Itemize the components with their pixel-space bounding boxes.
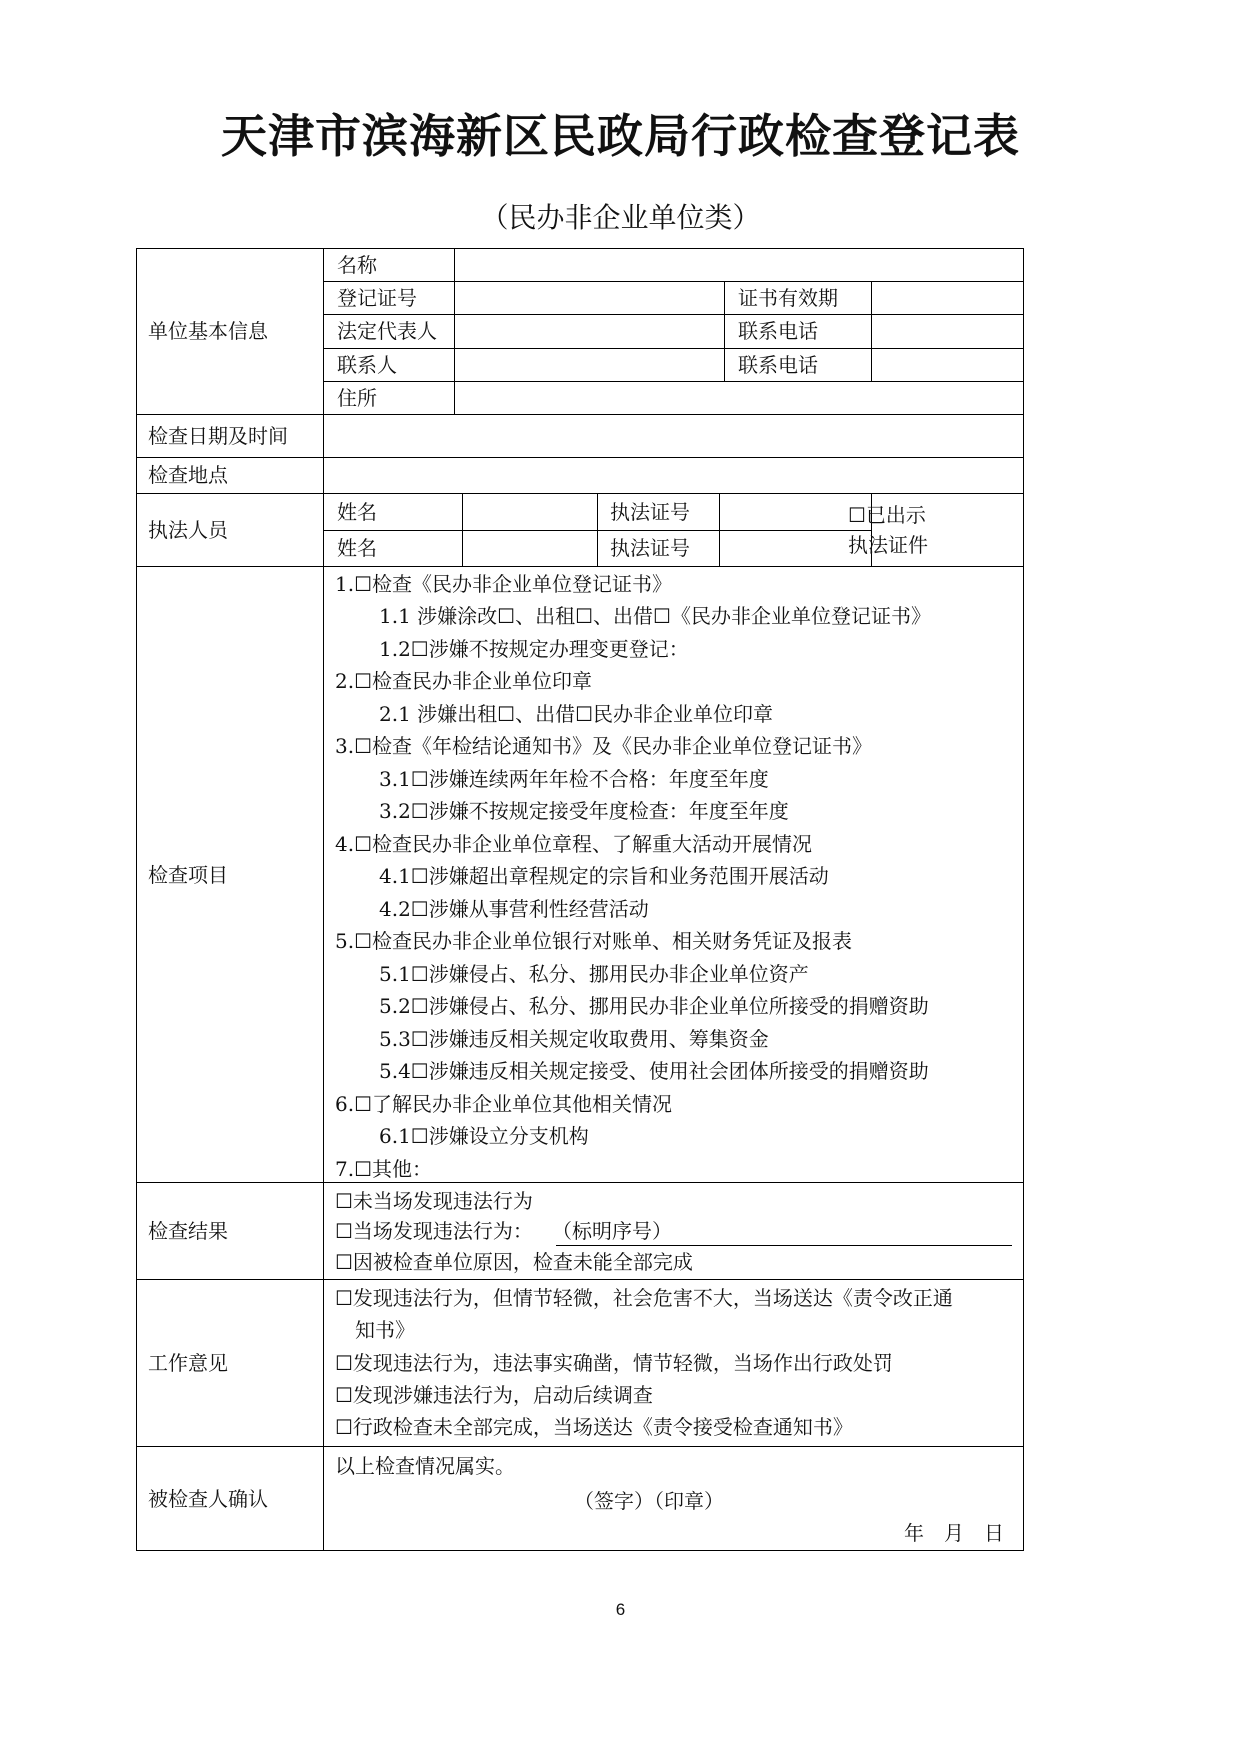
opinion-accept-inspection-notice[interactable]: ☐行政检查未全部完成，当场送达《责令接受检查通知书》 xyxy=(335,1415,853,1439)
inspection-form-table xyxy=(136,248,1024,1551)
item-line[interactable]: 1.☐检查《民办非企业单位登记证书》 xyxy=(335,572,673,596)
rule xyxy=(323,314,1024,315)
item-line[interactable]: 1.2☐涉嫌不按规定办理变更登记： xyxy=(379,637,689,661)
item-line[interactable]: 5.4☐涉嫌违反相关规定接受、使用社会团体所接受的捐赠资助 xyxy=(379,1059,929,1083)
item-line[interactable]: 5.☐检查民办非企业单位银行对账单、相关财务凭证及报表 xyxy=(335,929,853,953)
item-line[interactable]: 6.1☐涉嫌设立分支机构 xyxy=(379,1124,589,1148)
officer-name-label-1: 姓名 xyxy=(337,500,377,524)
label-check-place: 检查地点 xyxy=(148,463,228,487)
item-line[interactable]: 2.☐检查民办非企业单位印章 xyxy=(335,669,593,693)
border-right xyxy=(1023,248,1024,1551)
section-label-confirm: 被检查人确认 xyxy=(148,1487,268,1511)
rule xyxy=(323,381,1024,382)
border-top xyxy=(136,248,1024,249)
rule xyxy=(323,348,1024,349)
rule xyxy=(136,566,1024,567)
rule xyxy=(597,493,598,566)
field-label-reg-no: 登记证号 xyxy=(337,286,417,310)
rule xyxy=(136,493,1024,494)
opinion-rectify-notice[interactable]: ☐发现违法行为，但情节轻微，社会危害不大，当场送达《责令改正通 xyxy=(335,1286,953,1310)
officer-name-label-2: 姓名 xyxy=(337,536,377,560)
rule xyxy=(136,1182,1024,1183)
item-line[interactable]: 4.1☐涉嫌超出章程规定的宗旨和业务范围开展活动 xyxy=(379,864,829,888)
border-left xyxy=(136,248,137,1551)
section-label-basic-info: 单位基本信息 xyxy=(148,319,268,343)
field-label-legal-rep: 法定代表人 xyxy=(337,319,437,343)
cert-shown-label: 执法证件 xyxy=(848,533,928,557)
field-label-address: 住所 xyxy=(337,386,377,410)
confirm-statement: 以上检查情况属实。 xyxy=(335,1454,515,1478)
rule xyxy=(323,281,1024,282)
result-no-violation[interactable]: ☐未当场发现违法行为 xyxy=(335,1189,533,1213)
field-label-cert-valid: 证书有效期 xyxy=(738,286,838,310)
officer-cert-label-1: 执法证号 xyxy=(610,500,690,524)
rule xyxy=(454,248,455,414)
item-line[interactable]: 3.2☐涉嫌不按规定接受年度检查：年度至年度 xyxy=(379,799,789,823)
rule xyxy=(871,281,872,381)
rule xyxy=(724,281,725,381)
item-line[interactable]: 3.☐检查《年检结论通知书》及《民办非企业单位登记证书》 xyxy=(335,734,873,758)
item-line[interactable]: 4.2☐涉嫌从事营利性经营活动 xyxy=(379,897,649,921)
border-bottom xyxy=(136,1550,1024,1551)
rule xyxy=(136,1446,1024,1447)
label-column-divider xyxy=(323,248,324,1551)
item-line[interactable]: 4.☐检查民办非企业单位章程、了解重大活动开展情况 xyxy=(335,832,813,856)
section-label-officers: 执法人员 xyxy=(148,518,228,542)
section-label-results: 检查结果 xyxy=(148,1219,228,1243)
cert-shown-checkbox[interactable]: ☐已出示 xyxy=(848,503,926,527)
result-incomplete[interactable]: ☐因被检查单位原因，检查未能全部完成 xyxy=(335,1250,693,1274)
opinion-penalty[interactable]: ☐发现违法行为，违法事实确凿，情节轻微，当场作出行政处罚 xyxy=(335,1351,893,1375)
rule xyxy=(136,457,1024,458)
item-line[interactable]: 5.1☐涉嫌侵占、私分、挪用民办非企业单位资产 xyxy=(379,962,809,986)
rule xyxy=(136,1279,1024,1280)
item-line[interactable]: 5.3☐涉嫌违反相关规定收取费用、筹集资金 xyxy=(379,1027,769,1051)
field-label-phone2: 联系电话 xyxy=(738,353,818,377)
item-line[interactable]: 1.1 涉嫌涂改☐、出租☐、出借☐《民办非企业单位登记证书》 xyxy=(379,604,931,628)
page-number: 6 xyxy=(615,1600,626,1619)
item-line[interactable]: 7.☐其他： xyxy=(335,1157,433,1181)
field-label-contact: 联系人 xyxy=(337,353,397,377)
officer-cert-label-2: 执法证号 xyxy=(610,536,690,560)
item-line[interactable]: 6.☐了解民办非企业单位其他相关情况 xyxy=(335,1092,673,1116)
result-underline xyxy=(556,1245,1012,1246)
rule xyxy=(136,414,1024,415)
item-line[interactable]: 2.1 涉嫌出租☐、出借☐民办非企业单位印章 xyxy=(379,702,774,726)
field-label-name: 名称 xyxy=(337,253,377,277)
field-label-phone: 联系电话 xyxy=(738,319,818,343)
section-label-opinion: 工作意见 xyxy=(148,1351,228,1375)
confirm-date[interactable]: 年 月 日 xyxy=(904,1521,1004,1545)
opinion-investigation[interactable]: ☐发现涉嫌违法行为，启动后续调查 xyxy=(335,1383,653,1407)
result-violation-found[interactable]: ☐当场发现违法行为： xyxy=(335,1219,533,1243)
rule xyxy=(462,493,463,566)
rule xyxy=(719,493,720,566)
form-subtitle: （民办非企业单位类） xyxy=(480,201,761,234)
result-violation-note: （标明序号） xyxy=(552,1219,672,1243)
confirm-signature-seal[interactable]: （签字）（印章） xyxy=(574,1489,724,1513)
item-line[interactable]: 3.1☐涉嫌连续两年年检不合格：年度至年度 xyxy=(379,767,769,791)
label-check-datetime: 检查日期及时间 xyxy=(148,424,288,448)
section-label-items: 检查项目 xyxy=(148,863,228,887)
item-line[interactable]: 5.2☐涉嫌侵占、私分、挪用民办非企业单位所接受的捐赠资助 xyxy=(379,994,929,1018)
opinion-rectify-notice-cont: 知书》 xyxy=(355,1318,415,1342)
form-title: 天津市滨海新区民政局行政检查登记表 xyxy=(221,109,1020,163)
